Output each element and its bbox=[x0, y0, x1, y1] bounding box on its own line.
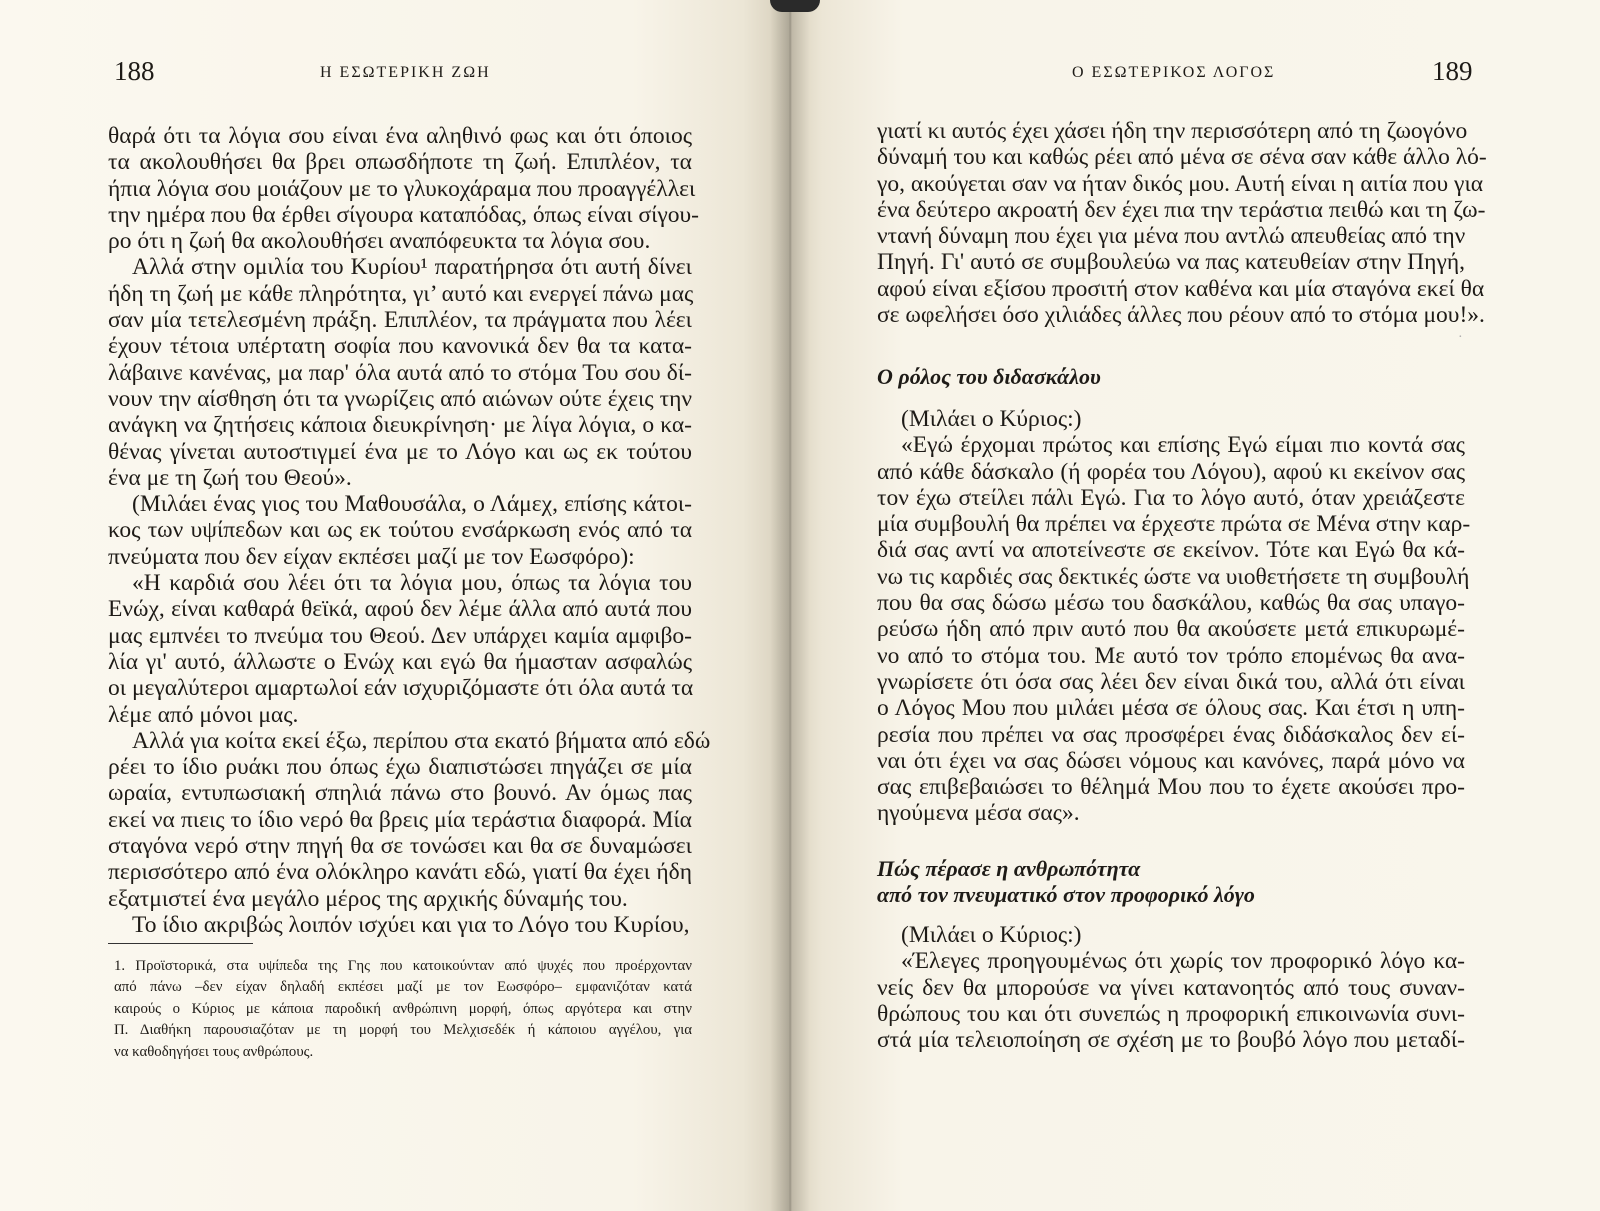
body-text-line: Αλλά για κοίτα εκεί έξω, περίπου στα εκατό βήματα από εδώ bbox=[132, 727, 711, 754]
body-text-line: λία γι' αυτό, άλλωστε ο Ενώχ και εγώ θα ήμασταν ασφαλώς bbox=[108, 648, 692, 675]
body-text-line: διά σας αντί να αποτείνεστε σε εκείνον. Τότε και Εγώ θα κά- bbox=[877, 537, 1465, 564]
body-text-line: ένα δεύτερο ακροατή δεν έχει πια την τεράστια πειθώ και τη ζω- bbox=[877, 196, 1486, 223]
body-text-line: νο από το στόμα του. Με αυτό τον τρόπο επομένως θα ανα- bbox=[877, 642, 1465, 669]
body-text-line: εξατμιστεί ένα μεγάλο μέρος της αρχικής δύναμής του. bbox=[108, 885, 628, 912]
speaker-line-1: (Μιλάει ο Κύριος:) bbox=[901, 406, 1082, 432]
body-text-line: που θα σας δώσω μέσω του δασκάλου, καθώς θα σας υπαγο- bbox=[877, 590, 1465, 617]
body-text-line: την ημέρα που θα έρθει σίγουρα καταπόδας, όπως είναι σίγου- bbox=[108, 201, 699, 228]
body-text-line: «Εγώ έρχομαι πρώτος και επίσης Εγώ είμαι πιο κοντά σας bbox=[901, 432, 1465, 459]
body-text-line: (Μιλάει ένας γιος του Μαθουσάλα, ο Λάμεχ, επίσης κάτοι- bbox=[132, 491, 692, 518]
footnote-line: καιρούς ο Κύριος με κάποια παροδική ανθρώπινη μορφή, όπως αργότερα και στην bbox=[114, 1000, 692, 1017]
body-text-line: ανάγκη να ζητήσεις κάποια διευκρίνηση· με λίγα λόγια, ο κα- bbox=[108, 412, 692, 439]
body-text-line: ναι ότι έχει να σας δώσει νόμους και κανόνες, παρά μόνο να bbox=[877, 747, 1465, 774]
body-text-line: θένας γίνεται αυτοστιγμεί ένα με το Λόγο και ως εκ τούτου bbox=[108, 438, 692, 465]
body-text-line: θαρά ότι τα λόγια σου είναι ένα αληθινό φως και ότι όποιος bbox=[108, 123, 692, 149]
body-text-line: αφού είναι εξίσου προσιτή στον καθένα και μία σταγόνα εκεί θα bbox=[877, 275, 1485, 302]
section-heading-speech-line-1: Πώς πέρασε η ανθρωπότητα bbox=[877, 856, 1141, 881]
body-text-line: γο, ακούγεται σαν να ήταν δικός μου. Αυτή είναι η αιτία που για bbox=[877, 170, 1484, 197]
margin-speck: · bbox=[1458, 330, 1463, 345]
body-text-line: σας επιβεβαιώσει το θέλημά Μου που το έχετε ακούσει προ- bbox=[877, 774, 1465, 801]
body-text-line: ρεύσω ήδη από πριν αυτό που θα ακούσετε μετά επικυρωμέ- bbox=[877, 616, 1465, 643]
body-text-line: λέμε από μόνοι μας. bbox=[108, 701, 299, 728]
body-text-line: σαν μία τετελεσμένη πράξη. Επιπλέον, τα πράγματα που λέει bbox=[108, 307, 692, 334]
body-text-line: λάβαινε κανένας, μα παρ' όλα αυτά από το στόμα Του σου δί- bbox=[108, 359, 692, 386]
body-text-line: στά μία τελειοποίηση σε σχέση με το βουβό λόγο που μεταδί- bbox=[877, 1027, 1465, 1054]
gutter-binding bbox=[770, 0, 820, 12]
body-text-line: μας εμπνέει το πνεύμα του Θεού. Δεν υπάρχει καμία αμφιβο- bbox=[108, 622, 692, 649]
footnote-rule bbox=[108, 943, 253, 944]
left-body-text bbox=[108, 123, 711, 938]
right-body-text-1 bbox=[877, 118, 1487, 329]
body-text-line: ρο ότι η ζωή θα ακολουθήσει αναπόφευκτα τα λόγια σου. bbox=[108, 228, 651, 255]
gutter-shadow bbox=[770, 0, 810, 1211]
right-page-number: 189 bbox=[1432, 56, 1473, 86]
speaker-line-2-wrap bbox=[877, 922, 1465, 948]
body-text-line: σε ωφελήσει όσο χιλιάδες άλλες που ρέουν από το στόμα μου!». bbox=[877, 302, 1485, 329]
body-text-line: τα ακολουθήσει θα βρει οπωσδήποτε τη ζωή. Επιπλέον, τα bbox=[108, 149, 692, 176]
left-footnote bbox=[114, 956, 692, 1063]
body-text-line: γνωρίσετε ότι όσα σας λέει δεν είναι δικά του, αλλά ότι είναι bbox=[877, 668, 1465, 695]
right-body-text-3 bbox=[877, 948, 1465, 1053]
body-text-line: ένα με τη ζωή του Θεού». bbox=[108, 464, 352, 491]
left-page bbox=[0, 0, 790, 1211]
footnote-line: από πάνω –δεν είχαν δηλαδή εκπέσει μαζί με τον Εωσφόρο– εμφανιζόταν κατά bbox=[114, 979, 692, 996]
body-text-line: κος των υψίπεδων και ως εκ τούτου ενσάρκωση ενός από τα bbox=[108, 517, 692, 544]
footnote-line: Π. Διαθήκη παρουσιαζόταν με τη μορφή του Μελχισεδέκ ή κάποιου αγγέλου, για bbox=[114, 1022, 692, 1039]
right-running-head: Ο ΕΣΩΤΕΡΙΚΟΣ ΛΟΓΟΣ bbox=[1072, 64, 1276, 81]
section-heading-speech-line-2: από τον πνευματικό στον προφορικό λόγο bbox=[877, 882, 1255, 907]
body-text-line: γιατί κι αυτός έχει χάσει ήδη την περισσότερη από τη ζωογόνο bbox=[877, 118, 1468, 144]
body-text-line: τον έχω στείλει πάλι Εγώ. Για το λόγο αυτό, όταν χρειάζεστε bbox=[877, 484, 1465, 511]
body-text-line: ήδη τη ζωή με κάθε πληρότητα, γι’ αυτό και ενεργεί πάνω μας bbox=[108, 280, 694, 307]
body-text-line: από κάθε δάσκαλο (ή φορέα του Λόγου), αφού κι εκείνον σας bbox=[877, 458, 1465, 485]
speaker-line-2: (Μιλάει ο Κύριος:) bbox=[901, 922, 1082, 948]
body-text-line: πνεύματα που δεν είχαν εκπέσει μαζί με τον Εωσφόρο): bbox=[108, 543, 635, 570]
body-text-line: δύναμή του και καθώς ρέει από μένα σε σένα σαν κάθε άλλο λό- bbox=[877, 144, 1487, 171]
body-text-line: ήπια λόγια σου μοιάζουν με το γλυκοχάραμα που προαγγέλλει bbox=[108, 175, 696, 202]
body-text-line: νείς δεν θα μπορούσε να γίνει κατανοητός από τους συναν- bbox=[877, 974, 1465, 1001]
speaker-line-1-wrap bbox=[877, 406, 1465, 432]
section-heading-teacher-role: Ο ρόλος του διδασκάλου bbox=[877, 364, 1101, 389]
body-text-line: ντανή δύναμη που έχει για μένα που αντλώ απευθείας από την bbox=[877, 223, 1466, 250]
body-text-line: Αλλά στην ομιλία του Κυρίου¹ παρατήρησα ότι αυτή δίνει bbox=[132, 254, 692, 281]
body-text-line: Πηγή. Γι' αυτό σε συμβουλεύω να πας κατευθείαν στην Πηγή, bbox=[877, 249, 1465, 276]
body-text-line: θρώπους του και ότι συνεπώς η προφορική επικοινωνία συνι- bbox=[877, 1000, 1465, 1027]
body-text-line: «Έλεγες προηγουμένως ότι χωρίς τον προφορικό λόγο κα- bbox=[901, 948, 1465, 975]
body-text-line: νω τις καρδιές σας δεκτικές ώστε να υιοθετήσετε τη συμβουλή bbox=[877, 563, 1470, 590]
left-page-number: 188 bbox=[114, 56, 155, 86]
body-text-line: σταγόνα νερό στην πηγή θα σε τονώσει και θα σε δυναμώσει bbox=[108, 833, 692, 860]
body-text-line: νουν την αίσθηση ότι τα γνωρίζεις από αιώνων ούτε έχεις την bbox=[108, 385, 692, 412]
body-text-line: ρέει το ίδιο ρυάκι που όπως έχω διαπιστώσει πηγάζει σε μία bbox=[108, 754, 692, 781]
left-running-head: Η ΕΣΩΤΕΡΙΚΗ ΖΩΗ bbox=[320, 64, 491, 81]
body-text-line: ο Λόγος Μου που μιλάει μέσα σε όλους σας. Και έτσι η υπη- bbox=[877, 695, 1465, 722]
body-text-line: περισσότερο από ένα ολόκληρο κανάτι εδώ, γιατί θα έχει ήδη bbox=[108, 859, 692, 886]
body-text-line: οι μεγαλύτεροι αμαρτωλοί εάν ισχυριζόμαστε ότι όλα αυτά τα bbox=[108, 675, 694, 702]
footnote-line: 1. Προϊστορικά, στα υψίπεδα της Γης που κατοικούνταν από ψυχές που προέρχονταν bbox=[114, 958, 692, 974]
body-text-line: Το ίδιο ακριβώς λοιπόν ισχύει και για το Λόγο του Κυρίου, bbox=[132, 911, 690, 938]
footnote-line: να καθοδηγήσει τους ανθρώπους. bbox=[114, 1043, 314, 1060]
body-text-line: ηγούμενα μέσα σας». bbox=[877, 800, 1080, 827]
body-text-line: Ενώχ, είναι καθαρά θεϊκά, αφού δεν λέμε άλλα από αυτά που bbox=[108, 596, 692, 623]
body-text-line: ωραία, εντυπωσιακή σπηλιά πάνω στο βουνό. Αν όμως πας bbox=[108, 780, 692, 807]
body-text-line: μία συμβουλή θα πρέπει να έρχεστε πρώτα σε Μένα στην καρ- bbox=[877, 511, 1471, 538]
body-text-line: έχουν τέτοια υπέρτατη σοφία που κανονικά δεν θα τα κατα- bbox=[108, 333, 692, 360]
body-text-line: εκεί να πιεις το ίδιο νερό θα βρεις μία τεράστια διαφορά. Μία bbox=[108, 806, 692, 833]
right-body-text-2 bbox=[877, 432, 1471, 827]
body-text-line: «Η καρδιά σου λέει ότι τα λόγια μου, όπως τα λόγια του bbox=[132, 570, 692, 597]
right-page bbox=[790, 0, 1600, 1211]
body-text-line: ρεσία που πρέπει να σας προσφέρει ένας διδάσκαλος δεν εί- bbox=[877, 721, 1465, 748]
